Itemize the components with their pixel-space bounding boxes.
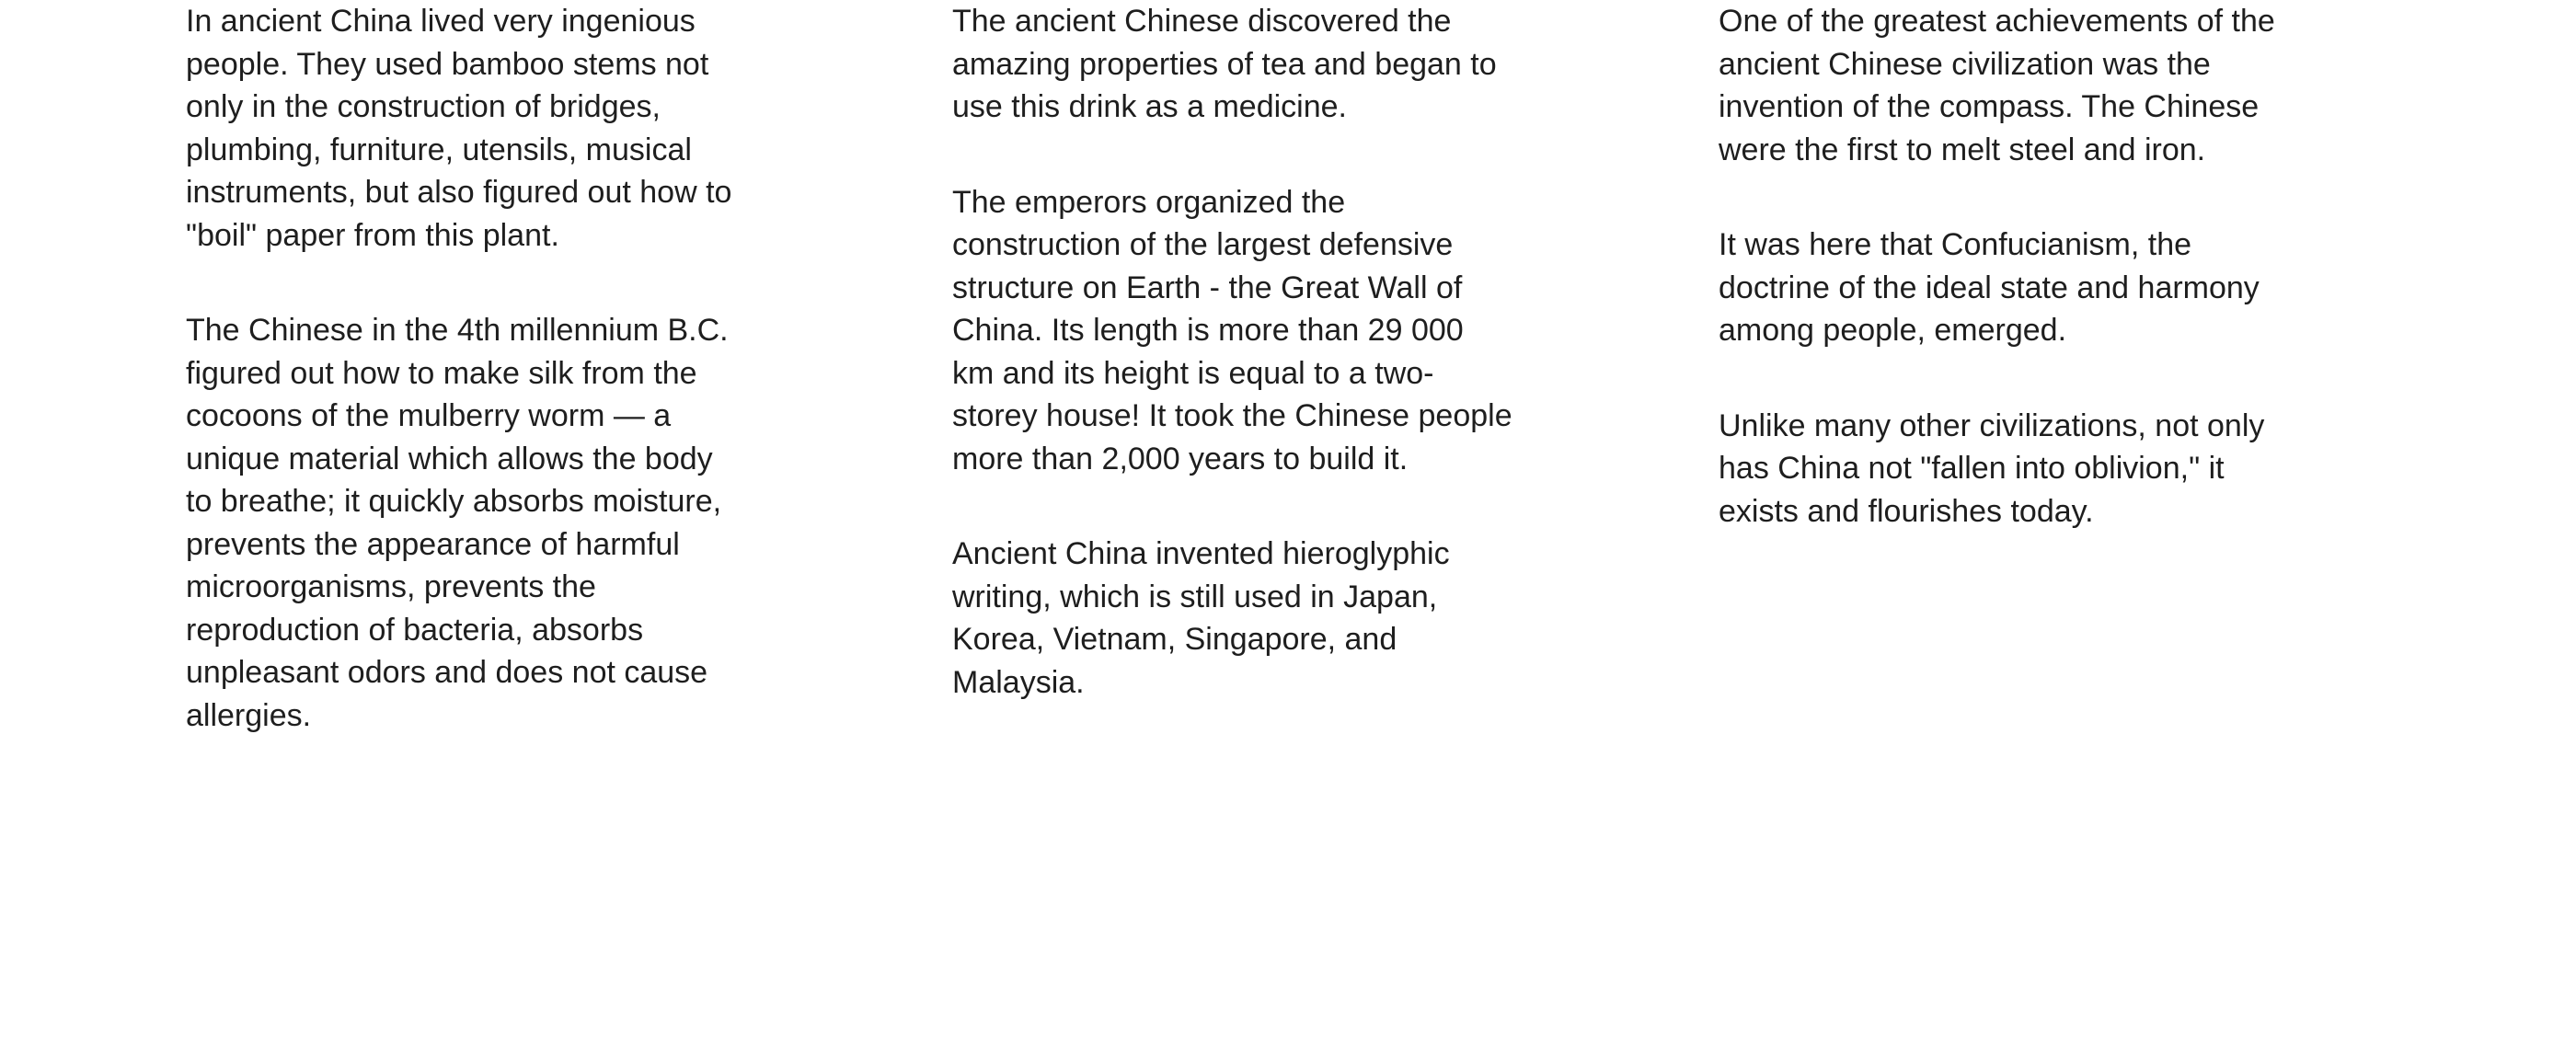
- paragraph-china-today: Unlike many other civilizations, not only has China not "fallen into oblivion," it exists and flourishes today.: [1719, 407, 2265, 529]
- paragraph-great-wall: The emperors organized the construction of the largest defensive structure on Earth - the Great Wall of China. Its length is more than 29 000 km and its height is equal to a two-storey house! It took the Chinese people more than 2,000 years to build it.: [952, 184, 1512, 476]
- paragraph-silk: The Chinese in the 4th millennium B.C. figured out how to make silk from the cocoons of the mulberry worm — a unique material which allows the body to breathe; it quickly absorbs moisture, prevents the appearance of harmful microorganisms, prevents the reproduction of bacteria, absorbs unpleasant odors and does not cause allergies.: [186, 313, 729, 733]
- paragraph-compass: One of the greatest achievements of the ancient Chinese civilization was the invention of the compass. The Chinese were the first to melt steel and iron.: [1719, 4, 2275, 167]
- paragraph-tea: The ancient Chinese discovered the amazing properties of tea and began to use this drink as a medicine.: [952, 4, 1497, 124]
- column-2: [952, 0, 1513, 756]
- paragraph-confucianism: It was here that Confucianism, the doctrine of the ideal state and harmony among people, emerged.: [1719, 227, 2260, 348]
- paragraph-hieroglyphic-writing: Ancient China invented hieroglyphic writing, which is still used in Japan, Korea, Vietnam, Singapore, and Malaysia.: [952, 536, 1450, 700]
- paragraph-bamboo: In ancient China lived very ingenious people. They used bamboo stems not only in the construction of bridges, plumbing, furniture, utensils, musical instruments, but also figured out how to "boil" paper from this plant.: [186, 4, 732, 253]
- column-1: [186, 0, 747, 789]
- column-3: [1719, 0, 2280, 585]
